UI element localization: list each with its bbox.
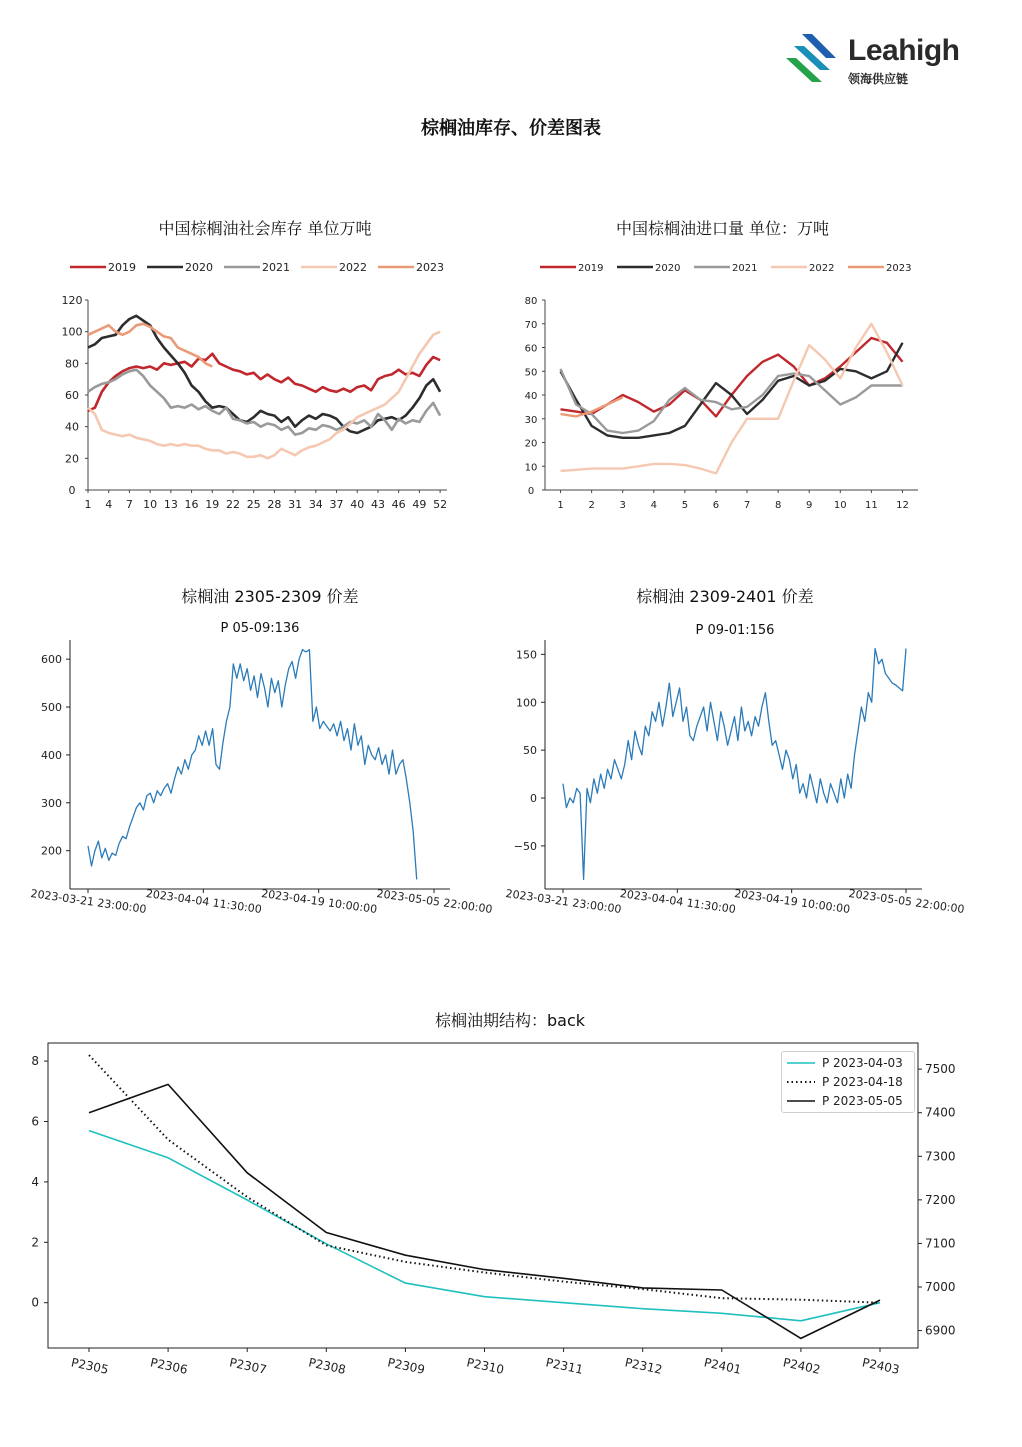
inventory-chart-title: 中国棕榈油社会库存 单位万吨 (158, 219, 372, 238)
imports-y-tick-label: 10 (524, 462, 538, 474)
term-structure-x-tick-label: P2306 (148, 1355, 189, 1377)
inventory-x-tick-label: 37 (329, 498, 344, 511)
term-structure-right-tick-label: 7100 (925, 1236, 956, 1251)
spread2-y-tick-label: 50 (523, 744, 537, 758)
term-structure-x-tick-label: P2402 (781, 1355, 822, 1377)
brand-name: Leahigh (848, 34, 960, 67)
inventory-x-tick-label: 49 (412, 498, 427, 511)
imports-series-2019 (561, 338, 903, 416)
imports-x-tick-label: 11 (865, 500, 878, 511)
inventory-x-tick-label: 10 (143, 498, 158, 511)
spread2-series-line (563, 649, 906, 880)
term-structure-right-tick-label: 7000 (925, 1280, 956, 1294)
imports-x-tick-label: 10 (833, 500, 847, 511)
term-structure-x-tick-label: P2309 (386, 1355, 427, 1377)
inventory-legend-label-2023: 2023 (416, 261, 444, 274)
term-structure-legend-label-1: P 2023-04-18 (822, 1075, 903, 1089)
term-structure-left-tick-label: 2 (31, 1235, 39, 1250)
spread1-y-tick-label: 300 (41, 796, 62, 810)
inventory-y-tick-label: 20 (65, 452, 79, 466)
term-structure-x-tick-label: P2307 (228, 1355, 268, 1377)
inventory-x-tick-label: 25 (246, 498, 261, 511)
spread1-x-tick-label: 2023-04-19 10:00:00 (260, 886, 378, 917)
imports-legend-label-2023: 2023 (886, 263, 912, 274)
term-structure-x-tick-label: P2310 (465, 1355, 506, 1377)
spread2-y-tick-label: 0 (530, 792, 537, 806)
spread2-x-tick-label: 2023-04-04 11:30:00 (619, 886, 737, 917)
inventory-x-tick-label: 52 (433, 498, 448, 511)
inventory-x-tick-label: 28 (267, 498, 282, 511)
spread1-series-line (88, 650, 417, 880)
imports-x-tick-label: 7 (743, 500, 751, 511)
spread1-x-tick-label: 2023-05-05 22:00:00 (375, 886, 494, 917)
spread1-y-tick-label: 200 (41, 844, 62, 858)
spread2-y-tick-label: 150 (516, 648, 537, 662)
inventory-x-tick-label: 31 (288, 498, 303, 511)
spread1-chart-subtitle: P 05-09:136 (220, 621, 300, 636)
spread1-x-tick-label: 2023-03-21 23:00:00 (29, 886, 148, 917)
term-structure-right-tick-label: 7500 (925, 1062, 956, 1077)
page-title: 棕榈油库存、价差图表 (421, 118, 601, 139)
inventory-x-tick-label: 34 (308, 498, 323, 511)
imports-x-tick-label: 8 (774, 500, 782, 511)
spread2-chart-subtitle: P 09-01:156 (695, 623, 775, 638)
term-structure-right-tick-label: 6900 (925, 1323, 956, 1338)
term-structure-x-tick-label: P2312 (623, 1355, 664, 1377)
inventory-legend-label-2020: 2020 (185, 261, 213, 274)
inventory-x-tick-label: 16 (184, 498, 199, 511)
imports-chart-title: 中国棕榈油进口量 单位：万吨 (615, 219, 830, 238)
inventory-x-tick-label: 22 (225, 498, 240, 511)
term-structure-right-tick-label: 7200 (925, 1192, 956, 1207)
imports-x-tick-label: 4 (650, 500, 657, 511)
inventory-y-tick-label: 60 (65, 389, 79, 402)
term-structure-series-2 (89, 1084, 880, 1338)
imports-y-tick-label: 50 (524, 367, 538, 379)
term-structure-legend-label-0: P 2023-04-03 (822, 1056, 903, 1070)
spread2-x-tick-label: 2023-05-05 22:00:00 (847, 886, 966, 917)
inventory-x-tick-label: 40 (350, 498, 365, 511)
spread2-y-tick-label: 100 (516, 696, 537, 710)
imports-y-tick-label: 0 (527, 486, 535, 497)
imports-y-tick-label: 30 (524, 414, 538, 426)
inventory-y-tick-label: 100 (61, 325, 83, 339)
imports-legend-label-2021: 2021 (732, 263, 758, 274)
spread2-chart-title: 棕榈油 2309-2401 价差 (636, 587, 814, 606)
imports-y-tick-label: 80 (524, 296, 538, 307)
imports-x-tick-label: 6 (712, 500, 720, 511)
spread1-x-tick-label: 2023-04-04 11:30:00 (145, 886, 263, 917)
inventory-legend-label-2019: 2019 (108, 261, 136, 274)
term-structure-right-tick-label: 7400 (925, 1105, 956, 1120)
imports-y-tick-label: 20 (524, 438, 538, 450)
imports-y-tick-label: 60 (524, 343, 538, 355)
inventory-x-tick-label: 43 (370, 498, 385, 511)
inventory-x-tick-label: 46 (391, 498, 406, 511)
inventory-y-tick-label: 80 (65, 357, 79, 371)
term-structure-chart-title: 棕榈油期结构：back (434, 1011, 586, 1030)
term-structure-x-tick-label: P2305 (69, 1355, 110, 1377)
term-structure-frame (48, 1043, 918, 1348)
inventory-x-tick-label: 1 (84, 498, 92, 511)
imports-y-tick-label: 40 (524, 391, 538, 402)
inventory-x-tick-label: 4 (105, 498, 113, 511)
inventory-x-tick-label: 7 (125, 498, 133, 511)
spread1-chart-title: 棕榈油 2305-2309 价差 (181, 587, 359, 606)
term-structure-left-tick-label: 4 (31, 1174, 39, 1189)
inventory-y-tick-label: 0 (68, 484, 76, 497)
term-structure-x-tick-label: P2311 (544, 1355, 585, 1377)
spread1-y-tick-label: 600 (41, 653, 62, 667)
imports-x-tick-label: 2 (588, 500, 595, 511)
imports-x-tick-label: 5 (681, 500, 689, 511)
imports-x-tick-label: 12 (896, 500, 909, 511)
term-structure-left-tick-label: 6 (31, 1114, 39, 1129)
inventory-legend-label-2021: 2021 (262, 261, 290, 274)
spread2-x-tick-label: 2023-03-21 23:00:00 (504, 886, 623, 917)
imports-y-tick-label: 70 (524, 319, 538, 331)
inventory-y-tick-label: 40 (65, 420, 79, 434)
term-structure-left-tick-label: 8 (31, 1054, 39, 1069)
imports-legend-label-2020: 2020 (655, 263, 681, 274)
imports-x-tick-label: 9 (806, 500, 813, 511)
imports-x-tick-label: 1 (557, 500, 564, 511)
term-structure-legend-label-2: P 2023-05-05 (822, 1094, 903, 1108)
term-structure-series-0 (89, 1131, 880, 1321)
inventory-legend-label-2022: 2022 (339, 261, 367, 274)
spread1-y-tick-label: 500 (41, 701, 62, 715)
inventory-y-tick-label: 120 (61, 294, 83, 307)
term-structure-left-tick-label: 0 (31, 1295, 39, 1310)
spread1-y-tick-label: 400 (41, 748, 62, 762)
term-structure-x-tick-label: P2403 (860, 1355, 901, 1377)
spread2-y-tick-label: −50 (513, 839, 537, 853)
term-structure-x-tick-label: P2308 (307, 1355, 348, 1377)
term-structure-x-tick-label: P2401 (702, 1355, 743, 1377)
inventory-series-2023 (88, 324, 212, 367)
brand-subtitle: 领海供应链 (848, 72, 909, 86)
imports-legend-label-2019: 2019 (578, 263, 604, 274)
term-structure-right-tick-label: 7300 (925, 1149, 956, 1164)
inventory-x-tick-label: 19 (205, 498, 220, 511)
inventory-x-tick-label: 13 (163, 498, 178, 511)
imports-x-tick-label: 3 (619, 500, 626, 511)
imports-legend-label-2022: 2022 (809, 263, 835, 274)
spread2-x-tick-label: 2023-04-19 10:00:00 (733, 886, 851, 917)
inventory-series-2022 (88, 332, 440, 459)
